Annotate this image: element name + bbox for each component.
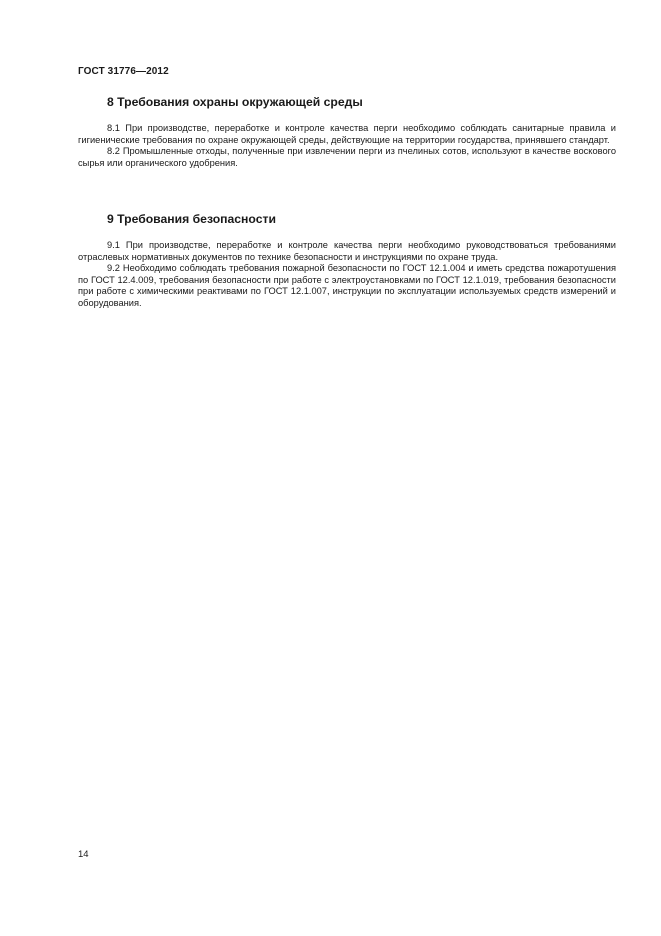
paragraph-8-1: 8.1 При производстве, переработке и контроле качества перги необходимо соблюдать санитарные правила и гигиенические требования по охране окружающей среды, действующие на территории государства, принявшего стандарт. [78, 123, 616, 145]
page-number: 14 [78, 849, 89, 860]
section-body [78, 240, 616, 310]
paragraph-9-1: 9.1 При производстве, переработке и контроле качества перги необходимо руководствоваться требованиями отраслевых нормативных документов по технике безопасности и инструкциями по охране труда. [78, 240, 616, 262]
paragraph-8-2: 8.2 Промышленные отходы, полученные при извлечении перги из пчелиных сотов, используют в качестве воскового сырья или органического удобрения. [78, 146, 616, 168]
section-body [78, 123, 616, 169]
section-title: 9 Требования безопасности [107, 212, 276, 226]
paragraph-9-2: 9.2 Необходимо соблюдать требования пожарной безопасности по ГОСТ 12.1.004 и иметь средства пожаротушения по ГОСТ 12.4.009, требования безопасности при работе с электроустановками по ГОСТ 12.1.019, требования безопасности при работе с химическими реактивами по ГОСТ 12.1.007, инструкции по эксплуатации используемых средств измерений и оборудования. [78, 263, 616, 308]
section-title: 8 Требования охраны окружающей среды [107, 95, 363, 109]
section-safety [78, 212, 616, 310]
section-environment [78, 95, 616, 169]
document-code: ГОСТ 31776—2012 [78, 66, 169, 77]
